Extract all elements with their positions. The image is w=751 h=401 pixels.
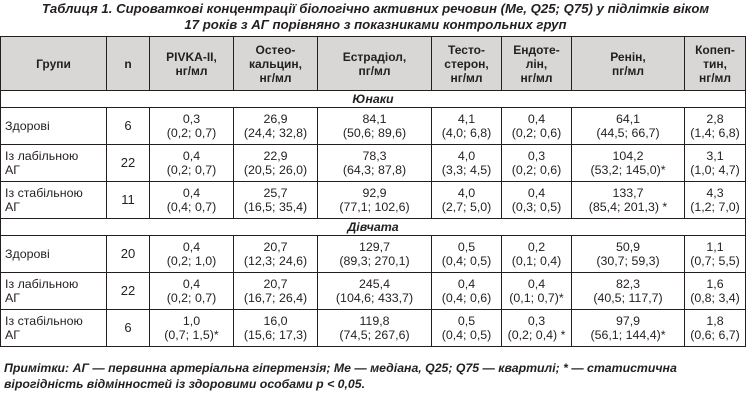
renin-cell: 133,7 (85,4; 201,3) * — [572, 182, 685, 219]
header-osteocalcin: Остео- кальцин, нг/мл — [234, 37, 318, 91]
testosterone-cell: 0,4 (0,4; 0,6) — [432, 273, 502, 310]
renin-cell: 82,3 (40,5; 117,7) — [572, 273, 685, 310]
estradiol-cell: 78,3 (64,3; 87,8) — [318, 145, 432, 182]
note-line-1: Примітки: АГ — первинна артеріальна гіпертензія; Ме — медіана, Q25; Q75 — квартилі; * — статистична — [4, 361, 677, 375]
table-header-row — [1, 37, 746, 91]
pivka-cell: 0,4 (0,2; 0,7) — [150, 273, 234, 310]
osteocalcin-cell: 22,9 (20,5; 26,0) — [234, 145, 318, 182]
group-cell: Із стабільною АГ — [1, 310, 107, 347]
endothelin-cell: 0,4 (0,3; 0,5) — [502, 182, 572, 219]
group-cell: Із стабільною АГ — [1, 182, 107, 219]
pivka-cell: 0,4 (0,4; 0,7) — [150, 182, 234, 219]
pivka-cell: 0,4 (0,2; 0,7) — [150, 145, 234, 182]
header-estradiol: Естрадіол, пг/мл — [318, 37, 432, 91]
n-cell: 20 — [107, 236, 150, 273]
section-row — [1, 219, 746, 236]
endothelin-cell: 0,4 (0,2; 0,6) — [502, 108, 572, 145]
note-line-2: вірогідність відмінностей із здоровими особами p < 0,05. — [4, 377, 366, 391]
testosterone-cell: 0,5 (0,4; 0,5) — [432, 310, 502, 347]
copeptin-cell: 1,6 (0,8; 3,4) — [685, 273, 746, 310]
osteocalcin-cell: 20,7 (16,7; 26,4) — [234, 273, 318, 310]
estradiol-cell: 245,4 (104,6; 433,7) — [318, 273, 432, 310]
group-cell: Здорові — [1, 108, 107, 145]
section-title: Юнаки — [1, 91, 746, 108]
osteocalcin-cell: 26,9 (24,4; 32,8) — [234, 108, 318, 145]
header-endothelin: Ендоте- лін, нг/мл — [502, 37, 572, 91]
table-row — [1, 273, 746, 310]
n-cell: 11 — [107, 182, 150, 219]
testosterone-cell: 4,0 (2,7; 5,0) — [432, 182, 502, 219]
header-n: n — [107, 37, 150, 91]
table-row — [1, 310, 746, 347]
table-caption — [0, 1, 751, 33]
pivka-cell: 1,0 (0,7; 1,5)* — [150, 310, 234, 347]
osteocalcin-cell: 16,0 (15,6; 17,3) — [234, 310, 318, 347]
estradiol-cell: 129,7 (89,3; 270,1) — [318, 236, 432, 273]
osteocalcin-cell: 20,7 (12,3; 24,6) — [234, 236, 318, 273]
data-table — [0, 36, 746, 347]
endothelin-cell: 0,4 (0,1; 0,7)* — [502, 273, 572, 310]
copeptin-cell: 4,3 (1,2; 7,0) — [685, 182, 746, 219]
copeptin-cell: 1,8 (0,6; 6,7) — [685, 310, 746, 347]
group-cell: Здорові — [1, 236, 107, 273]
caption-line-2: 17 років з АГ порівняно з показниками контрольних груп — [184, 17, 567, 32]
table-body — [1, 91, 746, 347]
testosterone-cell: 4,0 (3,3; 4,5) — [432, 145, 502, 182]
n-cell: 22 — [107, 273, 150, 310]
copeptin-cell: 1,1 (0,7; 5,5) — [685, 236, 746, 273]
testosterone-cell: 0,5 (0,4; 0,5) — [432, 236, 502, 273]
header-copeptin: Копеп- тин, нг/мл — [685, 37, 746, 91]
group-cell: Із лабільною АГ — [1, 145, 107, 182]
osteocalcin-cell: 25,7 (16,5; 35,4) — [234, 182, 318, 219]
renin-cell: 104,2 (53,2; 145,0)* — [572, 145, 685, 182]
renin-cell: 97,9 (56,1; 144,4)* — [572, 310, 685, 347]
testosterone-cell: 4,1 (4,0; 6,8) — [432, 108, 502, 145]
header-testosterone: Тесто- стерон, нг/мл — [432, 37, 502, 91]
estradiol-cell: 92,9 (77,1; 102,6) — [318, 182, 432, 219]
table-row — [1, 108, 746, 145]
n-cell: 6 — [107, 310, 150, 347]
renin-cell: 64,1 (44,5; 66,7) — [572, 108, 685, 145]
copeptin-cell: 2,8 (1,4; 6,8) — [685, 108, 746, 145]
group-cell: Із лабільною АГ — [1, 273, 107, 310]
n-cell: 6 — [107, 108, 150, 145]
copeptin-cell: 3,1 (1,0; 4,7) — [685, 145, 746, 182]
endothelin-cell: 0,3 (0,2; 0,4) * — [502, 310, 572, 347]
estradiol-cell: 84,1 (50,6; 89,6) — [318, 108, 432, 145]
pivka-cell: 0,4 (0,2; 1,0) — [150, 236, 234, 273]
caption-line-1: Таблиця 1. Сироваткові концентрації біологічно активних речовин (Ме, Q25; Q75) у підлітків віком — [41, 1, 710, 16]
header-groups: Групи — [1, 37, 107, 91]
header-pivka: PIVKA-II, нг/мл — [150, 37, 234, 91]
pivka-cell: 0,3 (0,2; 0,7) — [150, 108, 234, 145]
table-row — [1, 145, 746, 182]
header-renin: Ренін, пг/мл — [572, 37, 685, 91]
endothelin-cell: 0,2 (0,1; 0,4) — [502, 236, 572, 273]
section-title: Дівчата — [1, 219, 746, 236]
table-note — [4, 360, 749, 392]
estradiol-cell: 119,8 (74,5; 267,6) — [318, 310, 432, 347]
renin-cell: 50,9 (30,7; 59,3) — [572, 236, 685, 273]
section-row — [1, 91, 746, 108]
endothelin-cell: 0,3 (0,2; 0,6) — [502, 145, 572, 182]
n-cell: 22 — [107, 145, 150, 182]
table-row — [1, 182, 746, 219]
table-row — [1, 236, 746, 273]
